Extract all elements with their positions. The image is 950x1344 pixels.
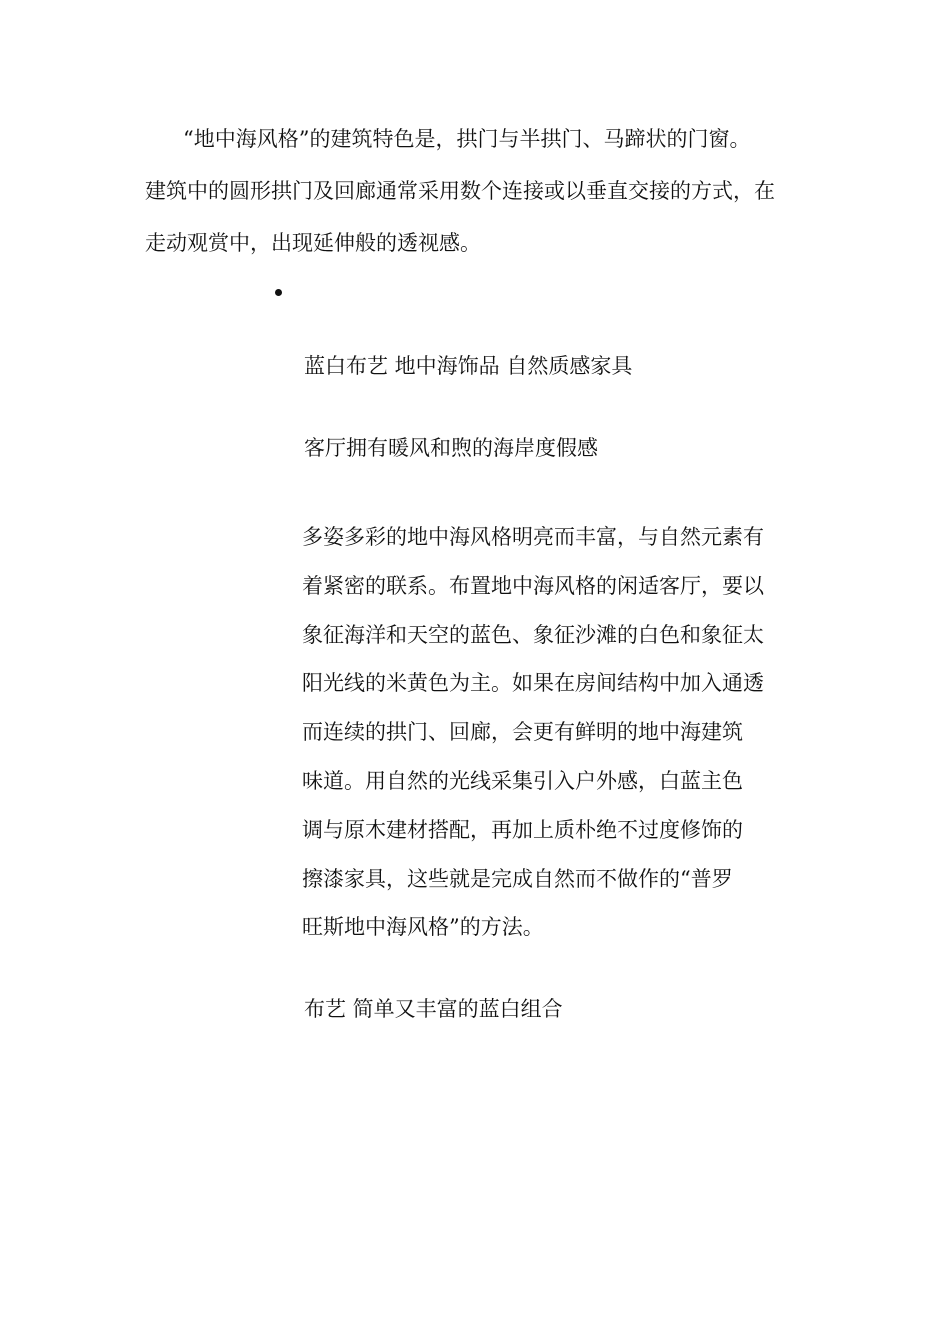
intro-paragraph — [145, 113, 825, 269]
section-heading-living-room: 客厅拥有暖风和煦的海岸度假感 — [304, 436, 598, 460]
body-line: 阳光线的米黄色为主。如果在房间结构中加入通透 — [302, 671, 764, 696]
body-paragraph — [302, 513, 822, 952]
body-line: 味道。用自然的光线采集引入户外感，白蓝主色 — [302, 768, 743, 793]
body-line: 多姿多彩的地中海风格明亮而丰富，与自然元素有 — [302, 525, 764, 549]
body-line: 旺斯地中海风格”的方法。 — [302, 915, 544, 940]
body-line: 而连续的拱门、回廊，会更有鲜明的地中海建筑 — [302, 720, 743, 745]
intro-line: 建筑中的圆形拱门及回廊通常采用数个连接或以垂直交接的方式，在 — [145, 179, 775, 203]
section-heading-fabric: 布艺 简单又丰富的蓝白组合 — [304, 997, 563, 1021]
intro-line: 走动观赏中，出现延伸般的透视感。 — [145, 231, 481, 255]
intro-line: “地中海风格”的建筑特色是，拱门与半拱门、马蹄状的门窗。 — [183, 127, 751, 151]
body-line: 调与原木建材搭配，再加上质朴绝不过度修饰的 — [302, 817, 743, 842]
section-heading-furnishings: 蓝白布艺 地中海饰品 自然质感家具 — [304, 354, 633, 378]
body-line: 着紧密的联系。布置地中海风格的闲适客厅，要以 — [302, 573, 764, 598]
body-line: 擦漆家具，这些就是完成自然而不做作的“普罗 — [302, 866, 733, 891]
body-line: 象征海洋和天空的蓝色、象征沙滩的白色和象征太 — [302, 622, 764, 647]
bullet-point — [275, 289, 282, 296]
